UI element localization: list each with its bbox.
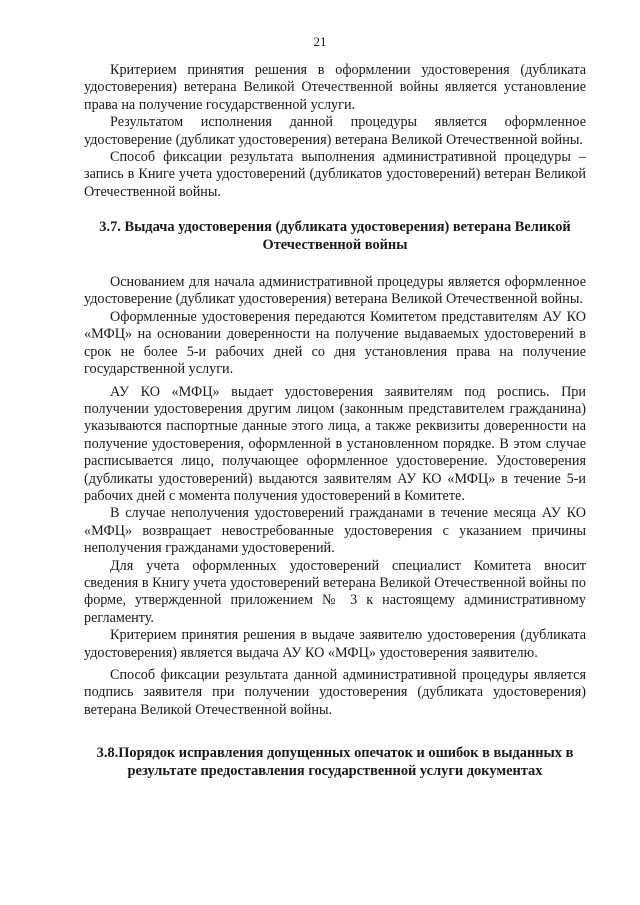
paragraph: В случае неполучения удостоверений гражданами в течение месяца АУ КО «МФЦ» возвращает невостребованные удостоверения с указанием причины неполучения гражданами удостоверений. [84,505,586,557]
section-heading-3-8: 3.8.Порядок исправления допущенных опечаток и ошибок в выданных в результате предоставления государственной услуги документах [96,745,574,779]
paragraph: Критерием принятия решения в оформлении удостоверения (дубликата удостоверения) ветерана Великой Отечественной войны является установление права на получение государственной услуги. [84,62,586,113]
paragraph: Способ фиксации результата выполнения административной процедуры – запись в Книге учета удостоверений (дубликатов удостоверений) ветеран Великой Отечественной войны. [84,149,586,200]
paragraph: Для учета оформленных удостоверений специалист Комитета вносит сведения в Книгу учета удостоверений ветерана Великой Отечественной войны по форме, утвержденной приложением № 3 к настоящему административному регламенту. [84,557,586,626]
page-number: 21 [313,34,327,49]
paragraph: Способ фиксации результата данной административной процедуры является подпись заявителя при получении удостоверения (дубликата удостоверения) ветерана Великой Отечественной войны. [84,667,586,718]
paragraph: Основанием для начала административной процедуры является оформленное удостоверение (дубликат удостоверения) ветерана Великой Отечественной войны. [84,274,586,308]
document-body [84,62,586,800]
paragraph: Результатом исполнения данной процедуры является оформленное удостоверение (дубликат удостоверения) ветерана Великой Отечественной войны. [84,114,586,148]
paragraph: Оформленные удостоверения передаются Комитетом представителям АУ КО «МФЦ» на основании доверенности на получение выдаваемых удостоверений в срок не более 5-и рабочих дней со дня установления права на получение государственной услуги. [84,308,586,378]
paragraph: Критерием принятия решения в выдаче заявителю удостоверения (дубликата удостоверения) является выдача АУ КО «МФЦ» удостоверения заявителю. [84,627,586,661]
section-heading-3-7: 3.7. Выдача удостоверения (дубликата удостоверения) ветерана Великой Отечественной войны [99,219,571,253]
paragraph: АУ КО «МФЦ» выдает удостоверения заявителям под роспись. При получении удостоверения другим лицом (законным представителем гражданина) указываются паспортные данные этого лица, а также реквизиты доверенности на получение удостоверения, оформленной в установленном порядке. В этом случае расписывается лицо, получающее оформленное удостоверение. Удостоверения (дубликаты удостоверений) выдаются заявителям АУ КО «МФЦ» в течение 5-и рабочих дней с момента получения удостоверений в Комитете. [84,383,586,504]
